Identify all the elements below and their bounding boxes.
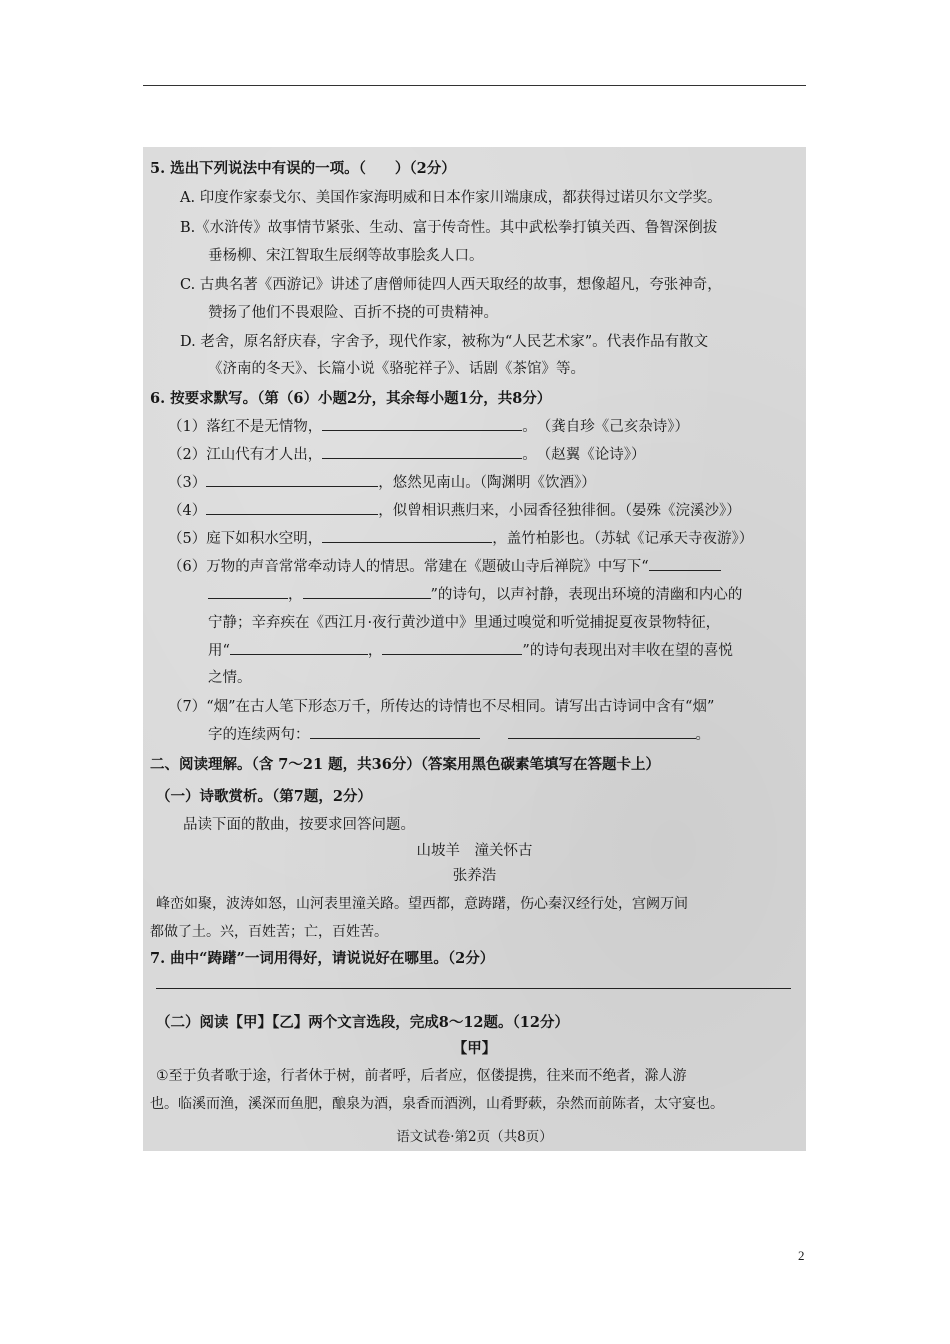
- q6-item-6-line3: 宁静；辛弃疾在《西江月·夜行黄沙道中》里通过嗅觉和听觉捕捉夏夜景物特征，: [208, 615, 721, 631]
- answer-blank[interactable]: [230, 642, 368, 655]
- passage-jia-line-2: 也。临溪而渔，溪深而鱼肥，酿泉为酒，泉香而酒洌，山肴野蔌，杂然而前陈者，太守宴也。: [150, 1096, 724, 1112]
- passage-jia-line-1: ①至于负者歌于途，行者休于树，前者呼，后者应，伛偻提携，往来而不绝者，滁人游: [156, 1068, 687, 1084]
- q6-item-6-line2: [208, 586, 742, 604]
- poem-author: 张养浩: [452, 868, 497, 884]
- q6-stem: 6. 按要求默写。（第（6）小题2分，其余每小题1分，共8分）: [150, 390, 552, 407]
- poem-line-1: 峰峦如聚，波涛如怒，山河表里潼关路。望西都，意踌躇，伤心秦汉经行处，宫阙万间: [156, 896, 688, 912]
- q6-item-5-prompt: （5）庭下如积水空明，: [168, 531, 323, 547]
- q6-item-1-prompt: （1）落红不是无情物，: [168, 419, 323, 435]
- header-rule: [143, 85, 806, 86]
- q6-item-2-source: 。 （赵翼《论诗》）: [522, 447, 646, 463]
- poem-title: 山坡羊 潼关怀古: [416, 843, 533, 859]
- q6-item-6-prefix: 用“: [208, 643, 230, 659]
- q6-item-7-prompt: 字的连续两句：: [208, 727, 310, 743]
- q5-option-d-cont: 《济南的冬天》、长篇小说《骆驼祥子》、话剧《茶馆》等。: [208, 361, 585, 377]
- page-number: 2: [798, 1248, 805, 1263]
- q6-item-3-source: ，悠然见南山。（陶渊明《饮酒》）: [378, 475, 596, 491]
- q5-option-d: D. 老舍，原名舒庆春，字舍予，现代作家，被称为“人民艺术家”。代表作品有散文: [180, 334, 709, 350]
- q6-item-6-line5: 之情。: [208, 670, 252, 686]
- section-2-heading: 二、阅读理解。（含 7～21 题，共36分）（答案用黑色碳素笔填写在答题卡上）: [150, 756, 661, 773]
- q7-answer-line[interactable]: [156, 988, 791, 989]
- answer-blank[interactable]: [508, 726, 696, 739]
- answer-blank[interactable]: [208, 586, 288, 599]
- exam-page-footer: 语文试卷·第2页（共8页）: [396, 1129, 553, 1145]
- answer-blank[interactable]: [206, 502, 378, 515]
- q6-item-7-line2: [208, 726, 710, 744]
- answer-blank[interactable]: [322, 446, 522, 459]
- q6-item-5-source: ，盖竹柏影也。（苏轼《记承天寺夜游》）: [492, 531, 754, 547]
- q6-item-3: [168, 474, 596, 492]
- scanned-exam-page: [143, 147, 806, 1151]
- q6-item-6: [168, 558, 721, 576]
- q6-item-6-line4: [208, 642, 733, 660]
- q6-item-4-source: ，似曾相识燕归来，小园香径独徘徊。（晏殊《浣溪沙》）: [378, 503, 741, 519]
- q6-item-3-prompt: （3）: [168, 475, 207, 491]
- q6-item-5: [168, 530, 753, 548]
- passage-jia-label: 【甲】: [452, 1040, 497, 1057]
- answer-blank[interactable]: [322, 418, 522, 431]
- comma: ，: [367, 643, 383, 659]
- q6-item-1-source: 。 （龚自珍《己亥杂诗》）: [522, 419, 689, 435]
- poetry-instruction: 品读下面的散曲，按要求回答问题。: [183, 817, 415, 833]
- q5-option-c-cont: 赞扬了他们不畏艰险、百折不挠的可贵精神。: [208, 305, 498, 321]
- q7-stem: 7. 曲中“踌躇”一词用得好，请说说好在哪里。（2分）: [150, 950, 495, 967]
- answer-blank[interactable]: [303, 586, 431, 599]
- q5-option-c: C. 古典名著《西游记》讲述了唐僧师徒四人西天取经的故事，想像超凡，夸张神奇，: [180, 277, 722, 293]
- answer-blank[interactable]: [206, 474, 378, 487]
- classical-section-heading: （二）阅读【甲】【乙】两个文言选段，完成8～12题。（12分）: [156, 1014, 569, 1031]
- period: 。: [695, 727, 710, 743]
- q6-item-4-prompt: （4）: [168, 503, 207, 519]
- q5-option-b: B.《水浒传》故事情节紧张、生动、富于传奇性。其中武松拳打镇关西、鲁智深倒拔: [180, 220, 718, 236]
- poem-line-2: 都做了土。兴，百姓苦；亡，百姓苦。: [150, 924, 388, 940]
- answer-blank[interactable]: [322, 530, 492, 543]
- answer-blank[interactable]: [382, 642, 522, 655]
- q5-option-a: A. 印度作家泰戈尔、美国作家海明威和日本作家川端康成，都获得过诺贝尔文学奖。: [180, 190, 722, 206]
- q5-stem: 5. 选出下列说法中有误的一项。（ ）（2分）: [150, 160, 456, 177]
- q6-item-1: [168, 418, 689, 436]
- q5-option-b-cont: 垂杨柳、宋江智取生辰纲等故事脍炙人口。: [208, 248, 484, 264]
- q6-item-6-text: ”的诗句，以声衬静，表现出环境的清幽和内心的: [430, 587, 743, 603]
- q6-item-6-text: ”的诗句表现出对丰收在望的喜悦: [522, 643, 733, 659]
- comma: ，: [288, 587, 303, 603]
- answer-blank[interactable]: [310, 726, 480, 739]
- answer-blank[interactable]: [649, 558, 721, 571]
- q6-item-2: [168, 446, 645, 464]
- poetry-section-heading: （一）诗歌赏析。（第7题，2分）: [156, 788, 372, 805]
- q6-item-4: [168, 502, 741, 520]
- q6-item-6-prompt: （6）万物的声音常常牵动诗人的情思。常建在《题破山寺后禅院》中写下“: [168, 559, 649, 575]
- q6-item-7: （7）“烟”在古人笔下形态万千，所传达的诗情也不尽相同。请写出古诗词中含有“烟”: [168, 699, 715, 715]
- q6-item-2-prompt: （2）江山代有才人出，: [168, 447, 323, 463]
